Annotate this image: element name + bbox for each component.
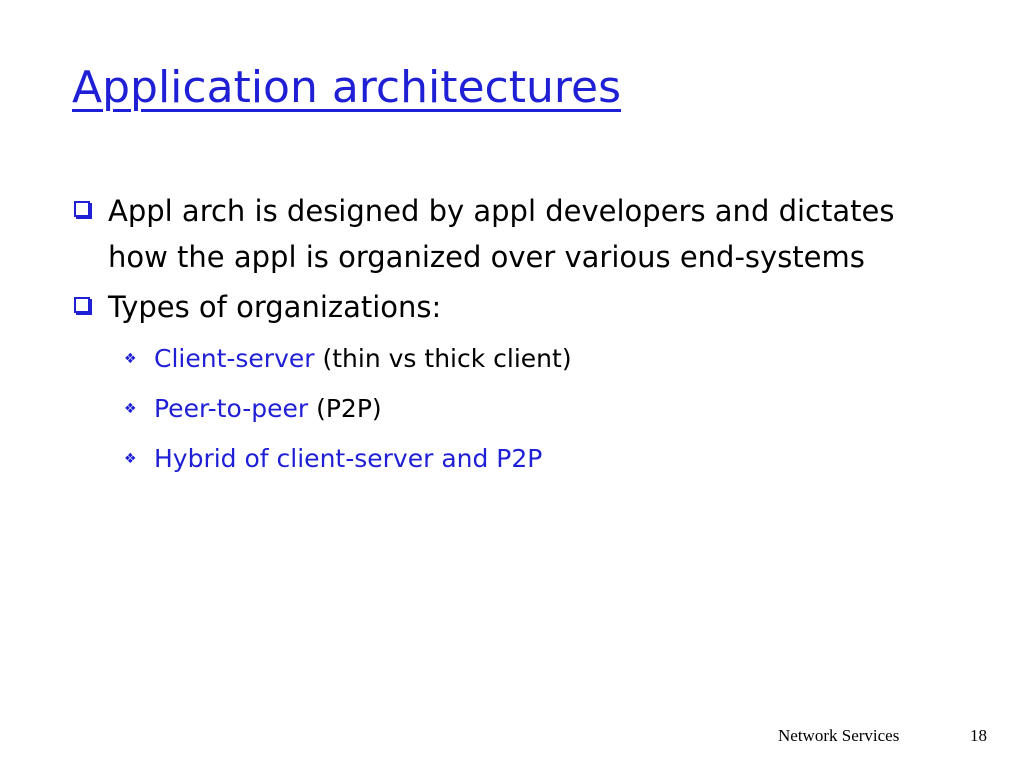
sub-bullet-item: [74, 334, 954, 384]
sub-bullet-rest: (thin vs thick client): [314, 344, 572, 373]
sub-bullet-item: [74, 434, 954, 484]
sub-bullet-highlight: Client-server: [154, 344, 315, 373]
hollow-square-bullet-icon: [74, 201, 90, 217]
four-diamond-bullet-icon: ❖: [124, 451, 137, 467]
four-diamond-bullet-icon: ❖: [124, 401, 137, 417]
sub-bullet-highlight: Hybrid of client-server and P2P: [154, 444, 543, 473]
slide-title: Application architectures: [72, 62, 621, 113]
bullet-item: [74, 284, 954, 330]
bullet-list: [74, 188, 954, 484]
four-diamond-bullet-icon: ❖: [124, 351, 137, 367]
hollow-square-bullet-icon: [74, 297, 90, 313]
sub-bullet-item: [74, 384, 954, 434]
page-number: 18: [970, 726, 987, 745]
footer-title: Network Services: [778, 726, 900, 745]
bullet-text: Types of organizations:: [108, 290, 442, 324]
bullet-text: Appl arch is designed by appl developers and dictates how the appl is organized over various end-systems: [108, 194, 895, 274]
bullet-item: [74, 188, 954, 280]
sub-bullet-highlight: Peer-to-peer: [154, 394, 309, 423]
sub-bullet-rest: (P2P): [308, 394, 382, 423]
